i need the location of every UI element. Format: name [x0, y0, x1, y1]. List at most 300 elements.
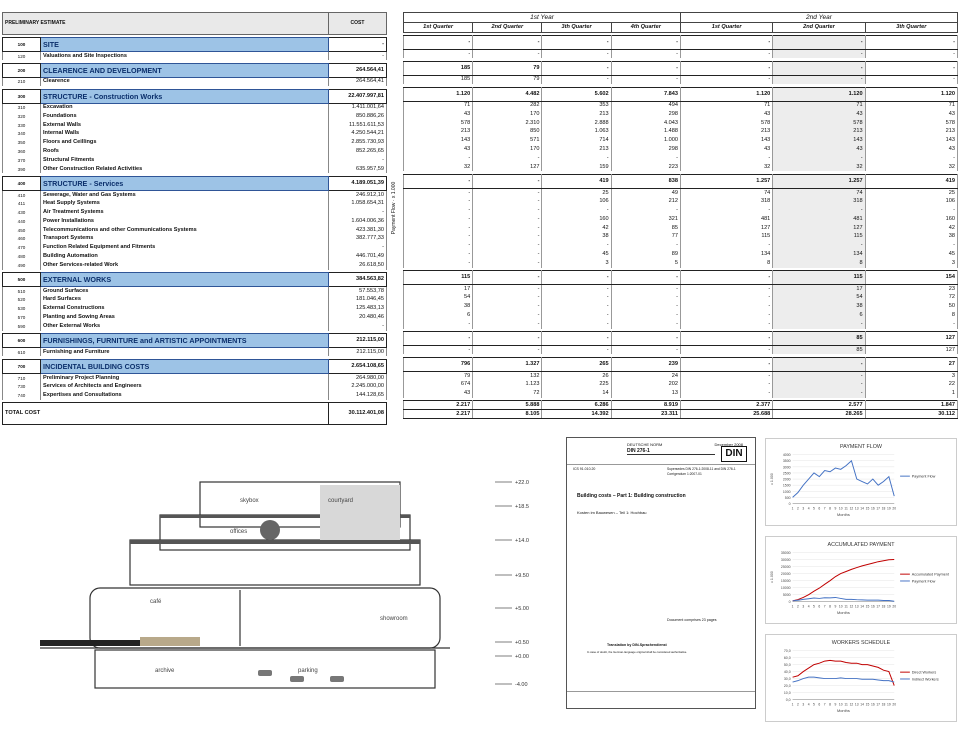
quarter-value: -	[865, 50, 957, 59]
item-name: Expertises and Consultations	[41, 391, 329, 400]
item-code: 410	[3, 190, 41, 199]
quarter-value: 1.257	[680, 174, 772, 188]
quarter-row	[404, 110, 958, 119]
quarter-value: 4.043	[611, 119, 680, 128]
item-name: Foundations	[41, 112, 329, 121]
x-tick-label: 17	[876, 506, 880, 510]
quarter-row	[404, 163, 958, 172]
quarter-value: -	[680, 293, 772, 302]
y-tick-label: 2500	[783, 471, 791, 475]
table-row	[3, 234, 387, 243]
item-cost: -	[329, 208, 387, 217]
item-name: Function Related Equipment and Fitments	[41, 243, 329, 252]
quarter-value: 674	[404, 380, 473, 389]
quarter-value: 185	[404, 61, 473, 75]
item-cost: 11.551.611,53	[329, 121, 387, 130]
quarter-value: 143	[680, 136, 772, 145]
quarter-value: -	[542, 332, 611, 346]
item-name: Heat Supply Systems	[41, 199, 329, 208]
total-row	[3, 403, 387, 425]
quarter-value: 74	[773, 188, 865, 197]
quarter-row	[404, 197, 958, 206]
quarter-value: 578	[773, 119, 865, 128]
item-cost: 125.483,13	[329, 304, 387, 313]
quarter-value: -	[680, 206, 772, 215]
quarter-value: -	[611, 50, 680, 59]
quarter-value: -	[404, 332, 473, 346]
quarter-value: 321	[611, 215, 680, 224]
quarter-value: -	[611, 311, 680, 320]
quarter-value: -	[680, 241, 772, 250]
quarter-value: -	[680, 75, 772, 84]
quarter-value: 170	[473, 145, 542, 154]
quarter-value: 213	[404, 127, 473, 136]
quarter-row	[404, 188, 958, 197]
quarter-value: 5	[611, 259, 680, 268]
item-name: Structural Fitments	[41, 156, 329, 165]
quarter-value: 79	[473, 61, 542, 75]
quarter-value: 42	[542, 224, 611, 233]
quarter-value: 43	[404, 145, 473, 154]
quarter-row	[404, 154, 958, 163]
y-tick-label: 1000	[783, 490, 791, 494]
y-tick-label: 10000	[781, 586, 791, 590]
item-cost: -	[329, 156, 387, 165]
x-axis-label: Months	[837, 610, 850, 615]
x-tick-label: 4	[808, 604, 810, 608]
quarter-sum-row	[404, 401, 958, 410]
quarter-value: 419	[542, 174, 611, 188]
quarter-value: 38	[404, 302, 473, 311]
table-row	[3, 147, 387, 156]
quarter-value: -	[680, 320, 772, 329]
cumulative-sum: 23.311	[611, 410, 680, 419]
y-tick-label: 3000	[783, 465, 791, 469]
quarter-value: 127	[773, 224, 865, 233]
quarter-value: -	[611, 241, 680, 250]
quarter-value: 1.327	[473, 357, 542, 371]
quarter-sum: 2.217	[404, 401, 473, 410]
cumulative-sum: 2.217	[404, 410, 473, 419]
x-tick-label: 3	[802, 506, 804, 510]
quarter-value: 5.602	[542, 87, 611, 101]
x-tick-label: 18	[882, 506, 886, 510]
left-header-row	[3, 13, 387, 35]
quarter-value: 38	[542, 232, 611, 241]
quarter-sum: 2.377	[680, 401, 772, 410]
quarter-value: 26	[542, 371, 611, 380]
quarter-value: 143	[404, 136, 473, 145]
quarter-row	[404, 250, 958, 259]
quarter-value: 38	[865, 232, 957, 241]
quarter-value: -	[611, 293, 680, 302]
quarter-value: 225	[542, 380, 611, 389]
quarter-value: 850	[473, 127, 542, 136]
quarter-value: -	[542, 285, 611, 294]
entrance-ramp	[40, 640, 140, 646]
section-quarter-row	[404, 332, 958, 346]
quarter-header: 1st Quarter	[404, 23, 473, 33]
x-tick-label: 1	[792, 702, 794, 706]
item-name: STRUCTURE - Services	[41, 176, 329, 190]
item-cost: 2.245.000,00	[329, 382, 387, 391]
cumulative-sum: 25.688	[680, 410, 772, 419]
item-name: External Walls	[41, 121, 329, 130]
quarter-value: -	[404, 174, 473, 188]
quarter-value: -	[865, 320, 957, 329]
item-code: 450	[3, 226, 41, 235]
x-tick-label: 19	[887, 702, 891, 706]
item-code: 500	[3, 273, 41, 287]
x-tick-label: 13	[855, 702, 859, 706]
x-tick-label: 9	[834, 506, 836, 510]
building-section-drawing	[0, 440, 560, 720]
din-logo: DIN	[721, 446, 747, 462]
quarter-value: 212	[611, 197, 680, 206]
din-translation: Translation by DIN-Sprachendienst	[607, 643, 667, 647]
quarterly-payment-table	[403, 12, 958, 419]
quarter-header: 3th Quarter	[865, 23, 957, 33]
table-row	[3, 103, 387, 112]
item-name: Hard Surfaces	[41, 295, 329, 304]
item-code: 530	[3, 304, 41, 313]
quarter-sum: 6.286	[542, 401, 611, 410]
item-code: 320	[3, 112, 41, 121]
quarter-value: -	[542, 293, 611, 302]
din-header-top: DEUTSCHE NORM	[627, 442, 662, 447]
quarter-value: 1.120	[680, 87, 772, 101]
y-tick-label: 0	[789, 502, 791, 506]
quarter-value: 115	[680, 232, 772, 241]
item-code: 400	[3, 176, 41, 190]
quarter-value: -	[611, 285, 680, 294]
quarter-row	[404, 232, 958, 241]
item-code: 411	[3, 199, 41, 208]
item-name: Telecommunications and other Communications Systems	[41, 226, 329, 235]
quarter-value: 32	[404, 163, 473, 172]
courtyard-glass	[320, 485, 400, 540]
din-number: DIN 276-1	[627, 448, 715, 455]
quarter-value: -	[680, 332, 772, 346]
item-code: 200	[3, 63, 41, 77]
quarter-value: -	[473, 206, 542, 215]
quarter-row	[404, 285, 958, 294]
quarter-value: 1.488	[611, 127, 680, 136]
quarter-value: -	[542, 36, 611, 50]
item-code: 430	[3, 208, 41, 217]
x-tick-label: 14	[860, 604, 864, 608]
quarter-value: -	[680, 61, 772, 75]
x-tick-label: 8	[829, 506, 831, 510]
quarter-value: 318	[773, 197, 865, 206]
x-tick-label: 6	[818, 604, 820, 608]
quarter-value: -	[542, 241, 611, 250]
y-tick-label: 10,0	[784, 691, 791, 695]
item-code: 460	[3, 234, 41, 243]
quarter-value: 89	[611, 250, 680, 259]
quarter-value: 127	[865, 332, 957, 346]
item-code: 330	[3, 121, 41, 130]
x-tick-label: 10	[839, 702, 843, 706]
quarter-value: -	[773, 320, 865, 329]
quarter-value: 49	[611, 188, 680, 197]
quarter-value: 127	[473, 163, 542, 172]
table-row	[3, 322, 387, 331]
level-marker-label: +9.50	[515, 573, 529, 579]
accumulated-payment-chart	[765, 536, 957, 624]
quarter-value: 1.120	[865, 87, 957, 101]
x-tick-label: 4	[808, 506, 810, 510]
quarter-row	[404, 101, 958, 110]
quarter-value: 45	[865, 250, 957, 259]
quarter-sum: 8.919	[611, 401, 680, 410]
quarter-value: -	[473, 154, 542, 163]
quarter-row	[404, 127, 958, 136]
upper-floor-volume	[130, 540, 420, 585]
quarter-value: 239	[611, 357, 680, 371]
cumulative-sum: 30.112	[865, 410, 957, 419]
section-quarter-row	[404, 271, 958, 285]
quarter-value: -	[542, 271, 611, 285]
quarter-value: 298	[611, 145, 680, 154]
slab-truss-1	[130, 540, 420, 544]
quarter-row	[404, 320, 958, 329]
x-tick-label: 16	[871, 506, 875, 510]
quarter-value: -	[773, 154, 865, 163]
x-tick-label: 2	[797, 506, 799, 510]
item-name: FURNISHINGS, FURNITURE and ARTISTIC APPOINTMENTS	[41, 334, 329, 348]
item-name: External Constructions	[41, 304, 329, 313]
table-row	[3, 165, 387, 174]
quarter-value: -	[404, 215, 473, 224]
item-name: Preliminary Project Planning	[41, 373, 329, 382]
quarter-value: 43	[773, 110, 865, 119]
x-tick-label: 16	[871, 702, 875, 706]
quarter-value: -	[611, 332, 680, 346]
item-code: 480	[3, 252, 41, 261]
quarter-row	[404, 302, 958, 311]
y-axis-label: x 1.000	[770, 571, 774, 583]
quarter-value: -	[473, 259, 542, 268]
quarter-value: 494	[611, 101, 680, 110]
item-code: 350	[3, 138, 41, 147]
quarter-value: -	[404, 50, 473, 59]
quarter-row	[404, 206, 958, 215]
quarter-value: 213	[680, 127, 772, 136]
item-cost: 1.604.006,36	[329, 217, 387, 226]
series-line-direct-workers	[793, 660, 895, 685]
item-cost: 181.046,45	[329, 295, 387, 304]
quarter-value: 43	[865, 110, 957, 119]
quarter-value: 202	[611, 380, 680, 389]
quarter-value: 45	[542, 250, 611, 259]
item-code: 490	[3, 261, 41, 270]
section-quarter-row	[404, 61, 958, 75]
quarter-value: 106	[865, 197, 957, 206]
table-row	[3, 138, 387, 147]
item-code: 520	[3, 295, 41, 304]
quarter-header: 1st Quarter	[680, 23, 772, 33]
quarter-row	[404, 346, 958, 355]
tree-figure	[260, 520, 280, 540]
label-showroom: showroom	[380, 616, 408, 622]
quarter-value: 213	[865, 127, 957, 136]
quarter-value: 85	[773, 346, 865, 355]
quarter-value: 3	[865, 259, 957, 268]
quarter-value: -	[773, 389, 865, 398]
quarter-value: -	[680, 302, 772, 311]
section-quarter-row	[404, 357, 958, 371]
table-row	[3, 208, 387, 217]
x-tick-label: 6	[818, 702, 820, 706]
quarter-row	[404, 380, 958, 389]
din-pages: Document comprises 23 pages	[667, 618, 717, 622]
quarter-value: 1	[865, 389, 957, 398]
quarter-value: -	[611, 346, 680, 355]
table-row	[3, 287, 387, 296]
quarter-value: 282	[473, 101, 542, 110]
quarter-value: -	[404, 36, 473, 50]
quarter-value: -	[773, 61, 865, 75]
quarter-value: -	[680, 271, 772, 285]
x-tick-label: 7	[824, 604, 826, 608]
axis-label-text: Payment Flow · x 1.000	[391, 173, 397, 243]
item-cost: 635.957,59	[329, 165, 387, 174]
quarter-value: 23	[865, 285, 957, 294]
quarter-value: -	[865, 206, 957, 215]
quarter-value: -	[680, 346, 772, 355]
item-name: Other Services-related Work	[41, 261, 329, 270]
x-tick-label: 2	[797, 604, 799, 608]
car-icon	[290, 676, 304, 682]
item-code: 740	[3, 391, 41, 400]
item-cost: 1.058.654,31	[329, 199, 387, 208]
quarter-value: -	[404, 188, 473, 197]
item-code: 570	[3, 313, 41, 322]
section-row	[3, 89, 387, 103]
quarter-row	[404, 389, 958, 398]
item-cost: -	[329, 322, 387, 331]
quarter-value: 32	[773, 163, 865, 172]
quarter-value: -	[865, 154, 957, 163]
quarter-value: 42	[865, 224, 957, 233]
x-tick-label: 10	[839, 506, 843, 510]
cumulative-sum: 28.265	[773, 410, 865, 419]
y-tick-label: 20,0	[784, 684, 791, 688]
item-name: Power Installations	[41, 217, 329, 226]
item-code: 360	[3, 147, 41, 156]
quarter-value: 8	[680, 259, 772, 268]
quarter-value: -	[404, 346, 473, 355]
quarter-value: 71	[404, 101, 473, 110]
item-name: Building Automation	[41, 252, 329, 261]
y-tick-label: 5000	[783, 593, 791, 597]
legend-entry: Accumulated Payment	[912, 573, 949, 577]
table-row	[3, 304, 387, 313]
x-tick-label: 7	[824, 702, 826, 706]
total-cost-value: 30.112.401,08	[329, 403, 387, 425]
quarter-value: 43	[680, 110, 772, 119]
x-axis-label: Months	[837, 512, 850, 517]
cumulative-sum: 14.392	[542, 410, 611, 419]
quarter-value: -	[404, 250, 473, 259]
quarter-value: 115	[404, 271, 473, 285]
quarter-value: 1.257	[773, 174, 865, 188]
quarter-sum: 2.577	[773, 401, 865, 410]
quarter-value: 578	[680, 119, 772, 128]
quarter-value: -	[680, 311, 772, 320]
wood-deck	[140, 637, 200, 646]
series-line-payment-flow	[793, 597, 895, 601]
quarter-value: -	[404, 206, 473, 215]
quarter-value: -	[404, 320, 473, 329]
level-marker-label: +5.00	[515, 606, 529, 612]
quarter-value: 170	[473, 110, 542, 119]
cumulative-sum-row	[404, 410, 958, 419]
quarter-row	[404, 241, 958, 250]
item-code: 610	[3, 348, 41, 357]
table-row	[3, 373, 387, 382]
item-cost: 4.250.544,21	[329, 129, 387, 138]
x-tick-label: 19	[887, 604, 891, 608]
din-translation-note: In case of doubt, the German-language original shall be considered authoritative.	[587, 650, 737, 654]
quarter-value: -	[773, 206, 865, 215]
quarter-value: -	[473, 302, 542, 311]
y-tick-label: 1500	[783, 484, 791, 488]
quarter-header: 2nd Quarter	[773, 23, 865, 33]
quarter-value: -	[473, 215, 542, 224]
item-cost: 246.912,10	[329, 190, 387, 199]
y-tick-label: 0,0	[786, 698, 791, 702]
x-tick-label: 11	[844, 506, 848, 510]
quarter-value: 838	[611, 174, 680, 188]
x-tick-label: 3	[802, 604, 804, 608]
item-name: CLEARENCE AND DEVELOPMENT	[41, 63, 329, 77]
item-code: 340	[3, 129, 41, 138]
quarter-value: 134	[773, 250, 865, 259]
quarter-value: 578	[404, 119, 473, 128]
table-row	[3, 295, 387, 304]
quarter-value: -	[404, 232, 473, 241]
chart-title: WORKERS SCHEDULE	[832, 640, 891, 646]
legend-entry: Payment Flow	[912, 579, 936, 583]
y-tick-label: 35000	[781, 551, 791, 555]
quarter-value: -	[473, 332, 542, 346]
y-tick-label: 25000	[781, 565, 791, 569]
quarter-header: 2nd Quarter	[473, 23, 542, 33]
y-tick-label: 50,0	[784, 663, 791, 667]
quarter-value: 25	[542, 188, 611, 197]
quarter-value: -	[680, 389, 772, 398]
item-code: 590	[3, 322, 41, 331]
quarter-value: -	[473, 197, 542, 206]
quarter-value: -	[473, 285, 542, 294]
workers-schedule-chart	[765, 634, 957, 722]
quarter-value: -	[611, 320, 680, 329]
quarter-row	[404, 371, 958, 380]
label-cafe: café	[150, 599, 162, 605]
x-tick-label: 1	[792, 604, 794, 608]
item-code: 510	[3, 287, 41, 296]
quarter-value: -	[611, 75, 680, 84]
quarter-value: 7.843	[611, 87, 680, 101]
legend-entry: Direct Workers	[912, 671, 937, 675]
y-tick-label: 60,0	[784, 656, 791, 660]
item-code: 310	[3, 103, 41, 112]
x-tick-label: 16	[871, 604, 875, 608]
quarter-row	[404, 311, 958, 320]
quarter-value: 353	[542, 101, 611, 110]
